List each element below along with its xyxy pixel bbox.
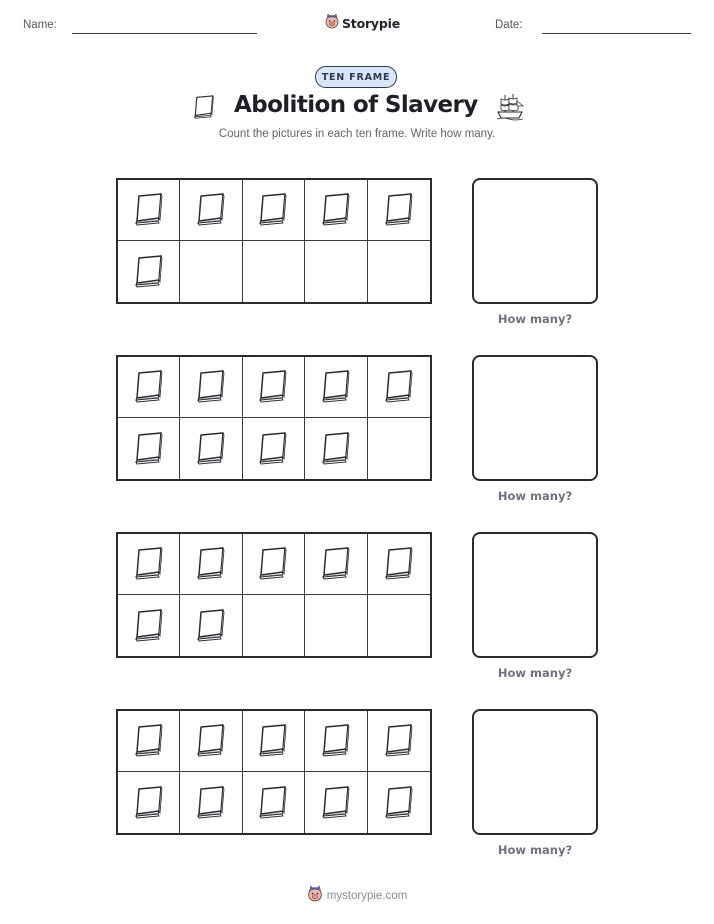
book-icon [193,190,229,230]
ten-frame-cell [305,772,367,833]
ten-frame-cell [243,534,305,595]
ten-frame-cell [368,180,430,241]
pig-mascot-icon [325,13,339,33]
ten-frame-row [0,178,714,338]
instructions: Count the pictures in each ten frame. Write how many. [218,128,496,140]
ten-frame-cell [180,711,242,772]
ten-frame-cell [243,180,305,241]
book-icon [381,783,417,823]
ten-frame-cell [305,180,367,241]
ten-frame-cell [243,418,305,479]
book-icon [131,252,167,292]
ten-frame-cell [368,534,430,595]
name-field-line[interactable] [72,33,257,34]
ten-frame-cell [368,418,430,479]
how-many-label: How many? [497,489,573,503]
ten-frame-cell [305,418,367,479]
ten-frame-cell [368,595,430,656]
ten-frame-cell [243,595,305,656]
pig-mascot-icon [307,885,323,906]
book-icon [318,190,354,230]
book-icon [131,544,167,584]
ten-frame-cell [180,772,242,833]
ten-frame-cell [368,711,430,772]
book-icon [193,783,229,823]
ten-frame-cell [118,772,180,833]
ten-frame-cell [368,772,430,833]
worksheet-type-badge: TEN FRAME [315,66,397,88]
ten-frame-cell [118,241,180,302]
how-many-label: How many? [497,843,573,857]
book-icon [131,721,167,761]
book-icon [193,367,229,407]
answer-box[interactable] [472,709,598,835]
ten-frame-row [0,532,714,692]
book-icon [381,544,417,584]
ten-frame-cell [118,711,180,772]
ten-frame-cell [180,534,242,595]
ten-frame-cell [118,180,180,241]
ten-frame-cell [180,595,242,656]
book-icon [381,367,417,407]
ten-frame-cell [118,595,180,656]
answer-box[interactable] [472,178,598,304]
book-icon [318,721,354,761]
ten-frame [116,532,432,658]
book-icon [131,367,167,407]
ten-frame-cell [180,180,242,241]
ten-frame [116,178,432,304]
ten-frame-cell [180,241,242,302]
ten-frame [116,355,432,481]
date-field-line[interactable] [542,33,691,34]
book-icon [191,93,217,123]
book-icon [193,544,229,584]
book-icon [318,783,354,823]
book-icon [255,721,291,761]
book-icon [318,544,354,584]
ten-frame-cell [368,241,430,302]
book-icon [131,783,167,823]
ten-frame-row [0,355,714,515]
book-icon [381,721,417,761]
book-icon [255,544,291,584]
ten-frame-cell [305,595,367,656]
ten-frame-cell [180,357,242,418]
name-label: Name: [23,19,57,31]
ten-frame-cell [118,357,180,418]
book-icon [255,190,291,230]
ten-frame-cell [118,534,180,595]
how-many-label: How many? [497,312,573,326]
book-icon [131,429,167,469]
ten-frame-cell [118,418,180,479]
book-icon [381,190,417,230]
ten-frame-row [0,709,714,869]
sailing-ship-icon [495,92,525,126]
ten-frame-cell [305,534,367,595]
brand-name: Storypie [342,15,400,31]
ten-frame-cell [368,357,430,418]
date-label: Date: [495,19,523,31]
book-icon [255,429,291,469]
book-icon [255,367,291,407]
book-icon [318,367,354,407]
worksheet-title: Abolition of Slavery [234,92,478,118]
ten-frame-cell [180,418,242,479]
book-icon [193,721,229,761]
book-icon [193,606,229,646]
book-icon [131,190,167,230]
book-icon [255,783,291,823]
footer-site: mystorypie.com [326,889,408,902]
ten-frame-cell [305,357,367,418]
ten-frame-cell [305,241,367,302]
book-icon [193,429,229,469]
book-icon [131,606,167,646]
book-icon [318,429,354,469]
footer [0,885,714,906]
title-row [0,92,714,126]
ten-frame [116,709,432,835]
answer-box[interactable] [472,355,598,481]
ten-frame-cell [305,711,367,772]
answer-box[interactable] [472,532,598,658]
how-many-label: How many? [497,666,573,680]
ten-frame-cell [243,241,305,302]
ten-frame-cell [243,357,305,418]
brand-logo [325,13,400,33]
ten-frame-cell [243,711,305,772]
ten-frame-cell [243,772,305,833]
